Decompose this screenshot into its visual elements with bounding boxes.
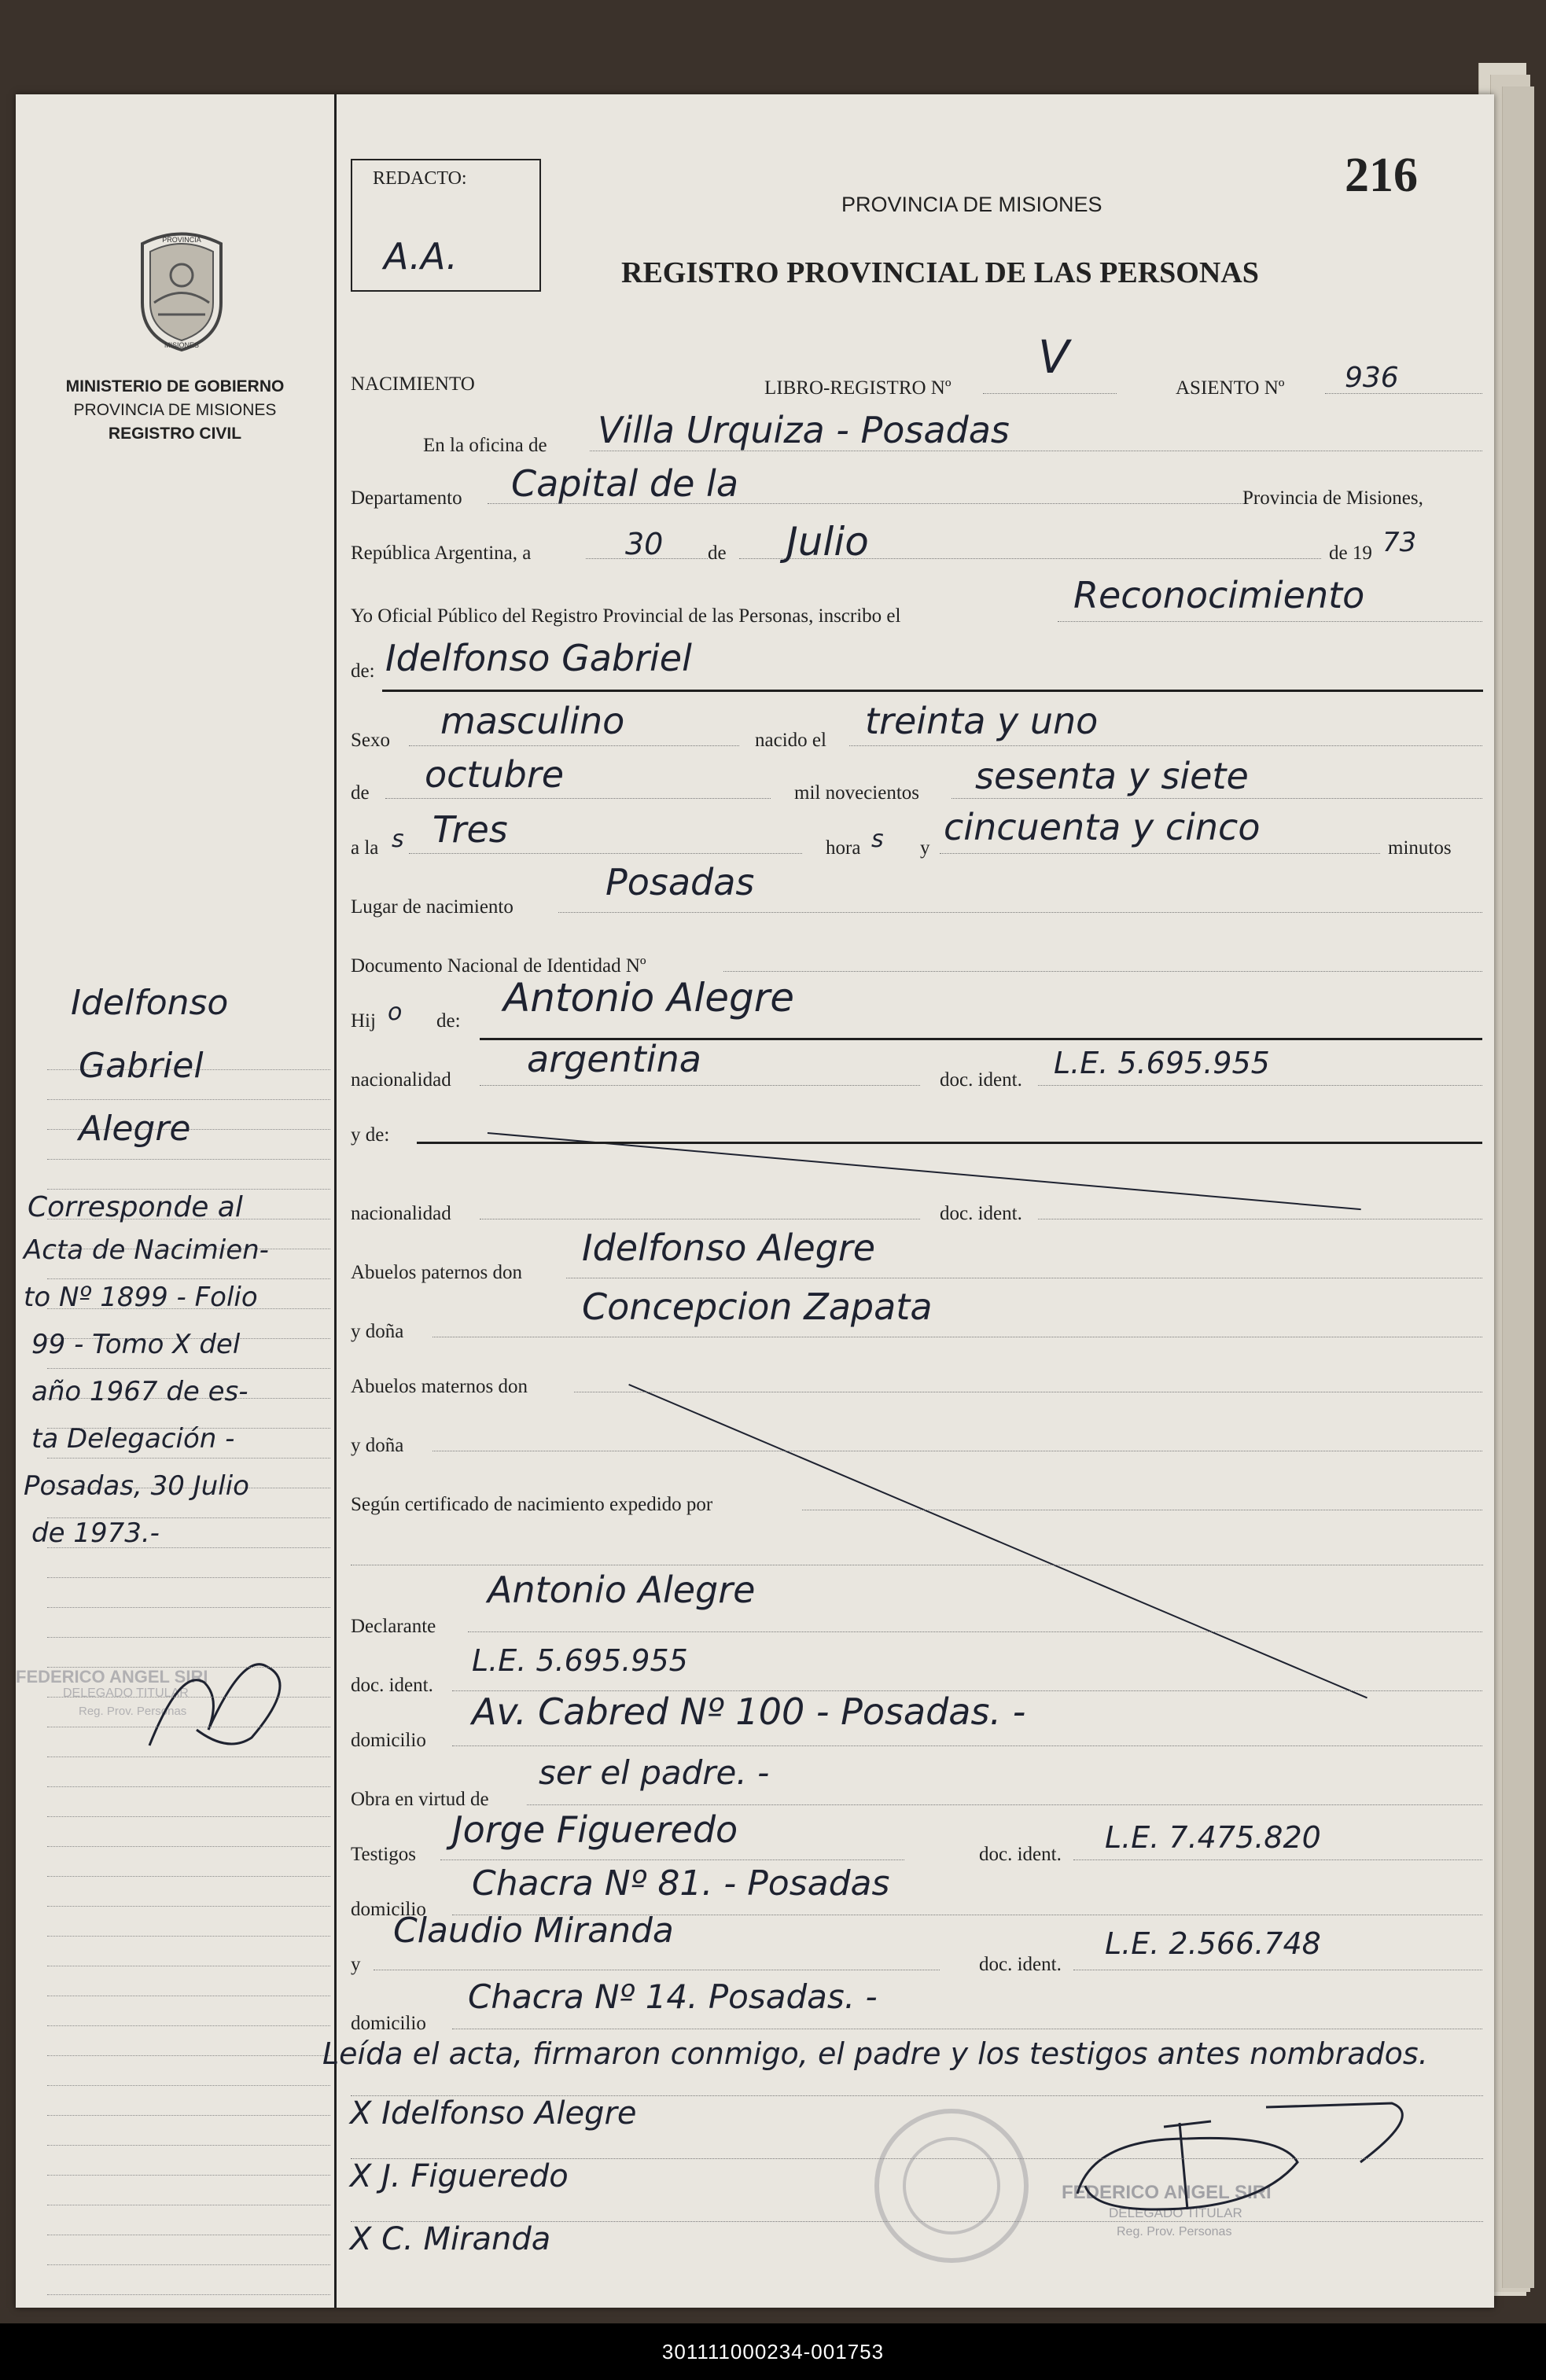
handwritten-testigo1-value: Jorge Figueredo	[452, 1808, 738, 1851]
handwritten-ala-suffix: s	[392, 826, 404, 853]
margin-ruled-line	[47, 2055, 330, 2056]
dotted-fill-line	[480, 1085, 920, 1086]
printed-y-de-label: y de:	[351, 1124, 390, 1146]
dotted-fill-line	[1038, 1085, 1482, 1086]
printed-domicilio2-label: domicilio	[351, 1899, 426, 1920]
faded-seal-icon	[834, 2107, 1069, 2264]
redacto-label: REDACTO:	[373, 168, 467, 189]
margin-ruled-line	[47, 1697, 330, 1698]
printed-year-label: de 19	[1329, 543, 1372, 564]
dotted-fill-line	[1058, 621, 1482, 622]
handwritten-father-doc-value: L.E. 5.695.955	[1054, 1046, 1270, 1080]
printed-provincia-label: Provincia de Misiones,	[1242, 487, 1423, 509]
margin-ruled-line	[47, 1786, 330, 1787]
archive-id-bar	[0, 2323, 1546, 2380]
handwritten-abuelo-paterno-value: Idelfonso Alegre	[582, 1227, 876, 1269]
margin-stamp-org: Reg. Prov. Personas	[79, 1705, 187, 1718]
province-heading: PROVINCIA DE MISIONES	[841, 193, 1102, 216]
page-number: 216	[1345, 149, 1418, 202]
printed-abuelos-paternos-label: Abuelos paternos don	[351, 1262, 523, 1283]
solid-rule	[417, 1142, 1482, 1144]
dotted-fill-line	[849, 745, 1482, 746]
dotted-fill-line	[1073, 1859, 1482, 1860]
redacto-value: A.A.	[384, 235, 458, 278]
margin-ruled-line	[47, 1846, 330, 1847]
printed-oficina-label: En la oficina de	[423, 435, 547, 456]
dotted-fill-line	[351, 2095, 1483, 2096]
margin-ruled-line	[47, 1368, 330, 1369]
printed-doc-ident4-label: doc. ident.	[979, 1844, 1062, 1865]
printed-de-month-label: de	[351, 782, 370, 804]
printed-testigos-label: Testigos	[351, 1844, 416, 1865]
handwritten-asiento-value: 936	[1345, 362, 1399, 394]
handwritten-testigo1-doc-value: L.E. 7.475.820	[1105, 1820, 1321, 1855]
marginal-note-line: Idelfonso	[71, 983, 229, 1023]
dotted-fill-line	[983, 393, 1117, 394]
printed-mil-label: mil novecientos	[794, 782, 919, 804]
printed-oficial-label: Yo Oficial Público del Registro Provincial de las Personas, inscribo el	[351, 605, 901, 627]
archive-id: 301111000234-001753	[661, 2340, 885, 2363]
handwritten-obra-value: ser el padre. -	[539, 1753, 770, 1792]
margin-stamp-title: DELEGADO TITULAR	[63, 1687, 189, 1700]
printed-de-person-label: de:	[351, 660, 375, 682]
margin-ruled-line	[47, 2175, 330, 2176]
margin-ruled-line	[47, 1189, 330, 1190]
margin-ruled-line	[47, 1278, 330, 1279]
margin-ruled-line	[47, 1667, 330, 1668]
printed-certificado-label: Según certificado de nacimiento expedido por	[351, 1494, 713, 1515]
margin-ruled-line	[47, 1607, 330, 1608]
margin-ruled-line	[47, 2025, 330, 2026]
handwritten-nacionalidad-value: argentina	[527, 1038, 701, 1080]
printed-obra-label: Obra en virtud de	[351, 1789, 489, 1810]
official-stamp-org: Reg. Prov. Personas	[1117, 2225, 1232, 2238]
handwritten-month-value: Julio	[786, 519, 869, 565]
printed-hij-label: Hij	[351, 1010, 376, 1032]
handwritten-testigo2-dom-value: Chacra Nº 14. Posadas. -	[468, 1977, 878, 2016]
signature-father: X Idelfonso Alegre	[350, 2095, 637, 2132]
marginal-note-line: Gabriel	[79, 1046, 204, 1086]
margin-ruled-line	[47, 1936, 330, 1937]
province-seal-icon	[131, 228, 233, 354]
printed-nacimiento: NACIMIENTO	[351, 373, 475, 395]
printed-domicilio3-label: domicilio	[351, 2013, 426, 2034]
handwritten-declarante-doc-value: L.E. 5.695.955	[472, 1643, 688, 1678]
printed-doc-ident3-label: doc. ident.	[351, 1675, 433, 1696]
printed-abuelos-maternos-label: Abuelos maternos don	[351, 1376, 528, 1397]
ministry-line1: MINISTERIO DE GOBIERNO	[65, 377, 285, 395]
handwritten-nacido-value: treinta y uno	[865, 700, 1099, 742]
dotted-fill-line	[940, 853, 1380, 854]
handwritten-declarante-value: Antonio Alegre	[488, 1569, 756, 1611]
marginal-note-line: 99 - Tomo X del	[31, 1329, 241, 1360]
marginal-note-line: de 1973.-	[31, 1517, 160, 1549]
handwritten-testigo1-dom-value: Chacra Nº 81. - Posadas	[472, 1863, 890, 1904]
handwritten-departamento-value: Capital de la	[511, 462, 739, 505]
official-signature-icon	[1062, 2091, 1439, 2233]
page-edge	[1502, 86, 1534, 2288]
printed-nacionalidad-label: nacionalidad	[351, 1069, 451, 1091]
marginal-note-line: Acta de Nacimien-	[24, 1234, 269, 1266]
left-margin-column	[16, 94, 337, 2308]
handwritten-domicilio-value: Av. Cabred Nº 100 - Posadas. -	[472, 1690, 1026, 1733]
official-stamp-name: FEDERICO ANGEL SIRI	[1062, 2182, 1272, 2203]
margin-signature-icon	[134, 1635, 315, 1761]
dotted-fill-line	[351, 2221, 1483, 2222]
handwritten-libro-value: V	[1038, 330, 1069, 384]
ministry-line2: PROVINCIA DE MISIONES	[73, 401, 277, 419]
margin-ruled-line	[47, 2115, 330, 2116]
margin-ruled-line	[47, 1159, 330, 1160]
margin-ruled-line	[47, 1816, 330, 1817]
dotted-fill-line	[452, 1745, 1482, 1746]
handwritten-oficial-value: Reconocimiento	[1073, 574, 1365, 616]
handwritten-hora-value: Tres	[433, 808, 508, 851]
handwritten-horas-suffix: s	[871, 826, 884, 853]
handwritten-oficina-value: Villa Urquiza - Posadas	[598, 409, 1010, 451]
dotted-fill-line	[409, 853, 802, 854]
margin-ruled-line	[47, 1458, 330, 1459]
printed-minutos-label: minutos	[1388, 837, 1452, 859]
solid-rule	[382, 690, 1483, 692]
marginal-note-line: Corresponde al	[28, 1191, 243, 1223]
register-sheet	[16, 94, 1494, 2308]
printed-libro-label: LIBRO-REGISTRO Nº	[764, 377, 952, 399]
registry-heading: REGISTRO PROVINCIAL DE LAS PERSONAS	[621, 256, 1259, 289]
handwritten-hij-suffix: o	[388, 999, 403, 1026]
handwritten-closing-text: Leída el acta, firmaron conmigo, el padre y los testigos antes nombrados.	[322, 2036, 1428, 2071]
margin-ruled-line	[47, 2145, 330, 2146]
margin-stamp-name: FEDERICO ANGEL SIRI	[16, 1667, 208, 1687]
marginal-note-line: ta Delegación -	[31, 1423, 235, 1455]
printed-domicilio-label: domicilio	[351, 1730, 426, 1751]
marginal-note-line: Alegre	[79, 1109, 191, 1149]
margin-ruled-line	[47, 2264, 330, 2265]
printed-y-dona2-label: y doña	[351, 1435, 404, 1456]
dotted-fill-line	[409, 745, 739, 746]
handwritten-testigo2-doc-value: L.E. 2.566.748	[1105, 1926, 1321, 1961]
margin-ruled-line	[47, 1099, 330, 1100]
handwritten-abuela-paterna-value: Concepcion Zapata	[582, 1286, 933, 1328]
printed-sexo-label: Sexo	[351, 730, 390, 751]
cancel-line-maternal	[628, 1384, 1367, 1698]
handwritten-lugar-value: Posadas	[606, 861, 755, 903]
ministry-line3: REGISTRO CIVIL	[108, 425, 242, 443]
dotted-fill-line	[468, 1631, 1482, 1632]
printed-doc-ident2-label: doc. ident.	[940, 1203, 1022, 1224]
margin-ruled-line	[47, 2294, 330, 2295]
printed-lugar-label: Lugar de nacimiento	[351, 896, 513, 918]
official-stamp-title: DELEGADO TITULAR	[1109, 2205, 1242, 2220]
seal-text-top: PROVINCIA	[162, 236, 201, 244]
handwritten-testigo2-value: Claudio Miranda	[393, 1911, 674, 1951]
printed-de-label: de	[708, 543, 727, 564]
dotted-fill-line	[527, 1804, 1482, 1805]
margin-ruled-line	[47, 1756, 330, 1757]
handwritten-day-value: 30	[625, 527, 664, 561]
margin-ruled-line	[47, 1906, 330, 1907]
margin-ruled-line	[47, 1577, 330, 1578]
printed-y-label: y	[920, 837, 930, 859]
dotted-fill-line	[440, 1859, 904, 1860]
seal-text-bottom: MISIONES	[164, 341, 200, 349]
printed-declarante-label: Declarante	[351, 1616, 436, 1637]
printed-departamento-label: Departamento	[351, 487, 462, 509]
redacto-box	[351, 159, 541, 292]
signature-witness2: X C. Miranda	[350, 2221, 551, 2257]
handwritten-birth-month-value: octubre	[425, 753, 565, 796]
marginal-note-line: to Nº 1899 - Folio	[24, 1282, 258, 1313]
handwritten-year-value: 73	[1382, 527, 1417, 558]
dotted-fill-line	[351, 2158, 1483, 2159]
dotted-fill-line	[723, 971, 1482, 972]
printed-doc-ident5-label: doc. ident.	[979, 1954, 1062, 1975]
marginal-note-line: año 1967 de es-	[31, 1376, 248, 1407]
printed-asiento-label: ASIENTO Nº	[1176, 377, 1285, 399]
dotted-fill-line	[952, 798, 1482, 799]
printed-republica-label: República Argentina, a	[351, 543, 532, 564]
printed-nacionalidad2-label: nacionalidad	[351, 1203, 451, 1224]
margin-ruled-line	[47, 1637, 330, 1638]
printed-y-testigo-label: y	[351, 1954, 361, 1975]
handwritten-father-value: Antonio Alegre	[503, 975, 795, 1021]
margin-ruled-line	[47, 1876, 330, 1877]
signature-witness1: X J. Figueredo	[350, 2158, 569, 2194]
dotted-fill-line	[385, 798, 771, 799]
handwritten-mil-value: sesenta y siete	[975, 755, 1249, 797]
printed-hij-de-label: de:	[436, 1010, 461, 1032]
printed-y-dona-label: y doña	[351, 1321, 404, 1342]
handwritten-minutos-value: cincuenta y cinco	[944, 806, 1261, 848]
marginal-note-line: Posadas, 30 Julio	[24, 1470, 249, 1502]
printed-ala-label: a la	[351, 837, 379, 859]
printed-doc-ident-label: doc. ident.	[940, 1069, 1022, 1091]
printed-horas-label: hora	[826, 837, 861, 859]
dotted-fill-line	[558, 912, 1482, 913]
margin-ruled-line	[47, 2085, 330, 2086]
printed-dni-label: Documento Nacional de Identidad Nº	[351, 955, 646, 977]
handwritten-person-value: Idelfonso Gabriel	[385, 637, 692, 679]
printed-nacido-label: nacido el	[755, 730, 826, 751]
handwritten-sexo-value: masculino	[440, 700, 625, 742]
